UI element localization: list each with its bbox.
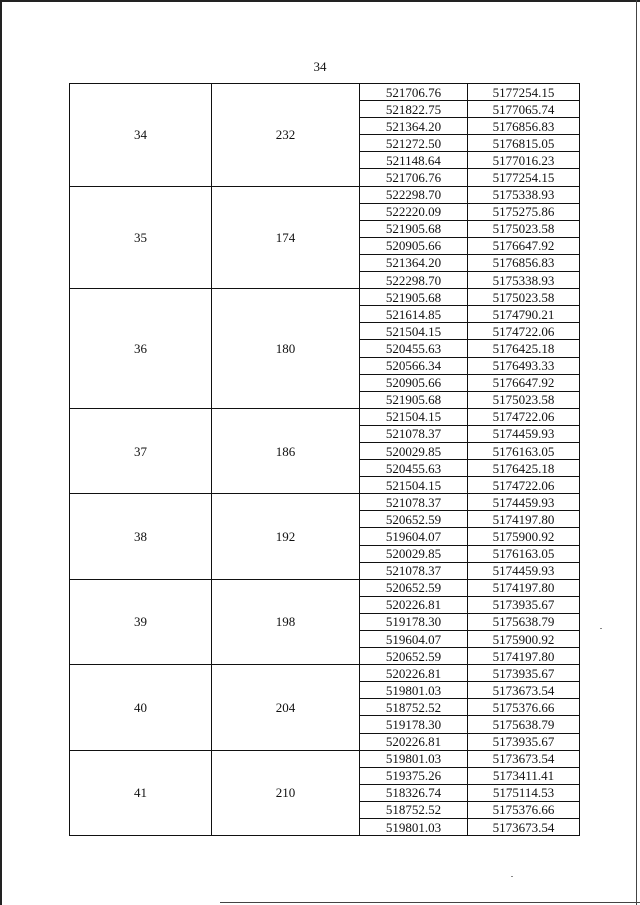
table-row xyxy=(70,579,580,596)
scan-speck xyxy=(600,628,602,629)
page-border-top xyxy=(0,0,640,2)
plot-area-cell: 198 xyxy=(212,579,360,664)
y-coordinate-cell: 5173935.67 xyxy=(468,665,580,682)
x-coordinate-cell: 520566.34 xyxy=(360,357,468,374)
y-coordinate-cell: 5174197.80 xyxy=(468,579,580,596)
y-coordinate-cell: 5176856.83 xyxy=(468,254,580,271)
y-coordinate-cell: 5176163.05 xyxy=(468,545,580,562)
y-coordinate-cell: 5175338.93 xyxy=(468,272,580,289)
y-coordinate-cell: 5175900.92 xyxy=(468,528,580,545)
y-coordinate-cell: 5176856.83 xyxy=(468,118,580,135)
y-coordinate-cell: 5175338.93 xyxy=(468,186,580,203)
x-coordinate-cell: 520652.59 xyxy=(360,579,468,596)
y-coordinate-cell: 5174790.21 xyxy=(468,306,580,323)
scan-speck xyxy=(511,876,513,877)
plot-number-cell: 41 xyxy=(70,750,212,835)
x-coordinate-cell: 519604.07 xyxy=(360,528,468,545)
y-coordinate-cell: 5175376.66 xyxy=(468,801,580,818)
x-coordinate-cell: 521614.85 xyxy=(360,306,468,323)
y-coordinate-cell: 5173935.67 xyxy=(468,596,580,613)
x-coordinate-cell: 519178.30 xyxy=(360,613,468,630)
x-coordinate-cell: 518326.74 xyxy=(360,784,468,801)
x-coordinate-cell: 521272.50 xyxy=(360,135,468,152)
y-coordinate-cell: 5175900.92 xyxy=(468,631,580,648)
y-coordinate-cell: 5175023.58 xyxy=(468,289,580,306)
y-coordinate-cell: 5173411.41 xyxy=(468,767,580,784)
y-coordinate-cell: 5176815.05 xyxy=(468,135,580,152)
y-coordinate-cell: 5174197.80 xyxy=(468,511,580,528)
y-coordinate-cell: 5177254.15 xyxy=(468,84,580,101)
table-row xyxy=(70,494,580,511)
x-coordinate-cell: 521364.20 xyxy=(360,118,468,135)
y-coordinate-cell: 5175023.58 xyxy=(468,391,580,408)
x-coordinate-cell: 521706.76 xyxy=(360,84,468,101)
y-coordinate-cell: 5174722.06 xyxy=(468,477,580,494)
x-coordinate-cell: 521504.15 xyxy=(360,323,468,340)
x-coordinate-cell: 521078.37 xyxy=(360,494,468,511)
x-coordinate-cell: 521822.75 xyxy=(360,101,468,118)
x-coordinate-cell: 521364.20 xyxy=(360,254,468,271)
x-coordinate-cell: 519178.30 xyxy=(360,716,468,733)
x-coordinate-cell: 520905.66 xyxy=(360,374,468,391)
x-coordinate-cell: 522220.09 xyxy=(360,203,468,220)
y-coordinate-cell: 5176425.18 xyxy=(468,340,580,357)
x-coordinate-cell: 518752.52 xyxy=(360,801,468,818)
plot-area-cell: 204 xyxy=(212,665,360,750)
plot-number-cell: 34 xyxy=(70,84,212,187)
page-number: 34 xyxy=(313,59,327,74)
table-row xyxy=(70,186,580,203)
x-coordinate-cell: 520455.63 xyxy=(360,340,468,357)
plot-number-cell: 36 xyxy=(70,289,212,409)
y-coordinate-cell: 5174459.93 xyxy=(468,494,580,511)
y-coordinate-cell: 5173935.67 xyxy=(468,733,580,750)
table-row xyxy=(70,84,580,101)
x-coordinate-cell: 521905.68 xyxy=(360,289,468,306)
x-coordinate-cell: 520029.85 xyxy=(360,545,468,562)
x-coordinate-cell: 520226.81 xyxy=(360,596,468,613)
x-coordinate-cell: 520652.59 xyxy=(360,511,468,528)
table-row xyxy=(70,289,580,306)
x-coordinate-cell: 520652.59 xyxy=(360,648,468,665)
y-coordinate-cell: 5173673.54 xyxy=(468,682,580,699)
x-coordinate-cell: 520226.81 xyxy=(360,733,468,750)
plot-number-cell: 35 xyxy=(70,186,212,289)
x-coordinate-cell: 521078.37 xyxy=(360,562,468,579)
x-coordinate-cell: 518752.52 xyxy=(360,699,468,716)
x-coordinate-cell: 521706.76 xyxy=(360,169,468,186)
plot-number-cell: 38 xyxy=(70,494,212,579)
y-coordinate-cell: 5173673.54 xyxy=(468,819,580,836)
x-coordinate-cell: 519801.03 xyxy=(360,682,468,699)
y-coordinate-cell: 5175114.53 xyxy=(468,784,580,801)
x-coordinate-cell: 521078.37 xyxy=(360,425,468,442)
y-coordinate-cell: 5175275.86 xyxy=(468,203,580,220)
plot-area-cell: 192 xyxy=(212,494,360,579)
plot-area-cell: 232 xyxy=(212,84,360,187)
x-coordinate-cell: 519801.03 xyxy=(360,819,468,836)
plot-number-cell: 39 xyxy=(70,579,212,664)
x-coordinate-cell: 520905.66 xyxy=(360,237,468,254)
x-coordinate-cell: 519375.26 xyxy=(360,767,468,784)
y-coordinate-cell: 5176163.05 xyxy=(468,442,580,459)
y-coordinate-cell: 5177016.23 xyxy=(468,152,580,169)
plot-area-cell: 174 xyxy=(212,186,360,289)
y-coordinate-cell: 5175376.66 xyxy=(468,699,580,716)
x-coordinate-cell: 521905.68 xyxy=(360,220,468,237)
x-coordinate-cell: 520029.85 xyxy=(360,442,468,459)
y-coordinate-cell: 5177254.15 xyxy=(468,169,580,186)
x-coordinate-cell: 521148.64 xyxy=(360,152,468,169)
y-coordinate-cell: 5174459.93 xyxy=(468,425,580,442)
plot-area-cell: 180 xyxy=(212,289,360,409)
y-coordinate-cell: 5174459.93 xyxy=(468,562,580,579)
y-coordinate-cell: 5176647.92 xyxy=(468,237,580,254)
x-coordinate-cell: 521504.15 xyxy=(360,408,468,425)
coordinates-table-body xyxy=(70,84,580,836)
table-row xyxy=(70,665,580,682)
table-row xyxy=(70,408,580,425)
coordinates-table xyxy=(69,83,580,836)
plot-area-cell: 210 xyxy=(212,750,360,835)
table-row xyxy=(70,750,580,767)
y-coordinate-cell: 5174722.06 xyxy=(468,323,580,340)
x-coordinate-cell: 522298.70 xyxy=(360,186,468,203)
y-coordinate-cell: 5176425.18 xyxy=(468,460,580,477)
plot-number-cell: 40 xyxy=(70,665,212,750)
x-coordinate-cell: 519801.03 xyxy=(360,750,468,767)
page-border-bottom xyxy=(220,902,640,903)
x-coordinate-cell: 520226.81 xyxy=(360,665,468,682)
x-coordinate-cell: 520455.63 xyxy=(360,460,468,477)
x-coordinate-cell: 519604.07 xyxy=(360,631,468,648)
y-coordinate-cell: 5175638.79 xyxy=(468,613,580,630)
y-coordinate-cell: 5174722.06 xyxy=(468,408,580,425)
y-coordinate-cell: 5175023.58 xyxy=(468,220,580,237)
y-coordinate-cell: 5176647.92 xyxy=(468,374,580,391)
plot-area-cell: 186 xyxy=(212,408,360,493)
x-coordinate-cell: 521905.68 xyxy=(360,391,468,408)
y-coordinate-cell: 5176493.33 xyxy=(468,357,580,374)
y-coordinate-cell: 5175638.79 xyxy=(468,716,580,733)
page-border-right xyxy=(636,0,637,905)
y-coordinate-cell: 5177065.74 xyxy=(468,101,580,118)
plot-number-cell: 37 xyxy=(70,408,212,493)
x-coordinate-cell: 521504.15 xyxy=(360,477,468,494)
page-border-left xyxy=(0,0,2,905)
y-coordinate-cell: 5174197.80 xyxy=(468,648,580,665)
y-coordinate-cell: 5173673.54 xyxy=(468,750,580,767)
x-coordinate-cell: 522298.70 xyxy=(360,272,468,289)
